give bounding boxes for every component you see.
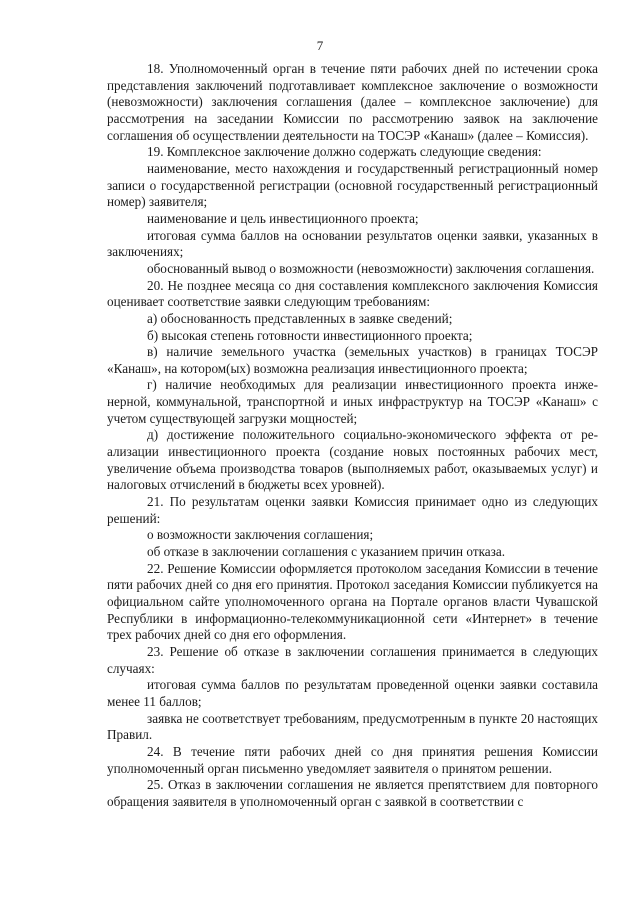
list-item: наименование, место нахождения и государственный регистрационный номер записи о государственной регистрации (основной государственный регистрационный номер) заявителя; [107,160,598,210]
list-item: итоговая сумма баллов по результатам проведенной оценки заявки составила менее 11 баллов; [107,677,598,709]
list-item: обоснованный вывод о возможности (невозможности) заключения соглашения. [147,260,595,276]
list-item: итоговая сумма баллов на основании результатов оценки заявки, указанных в заключениях; [107,227,598,260]
list-item: об отказе в заключении соглашения с указанием причин отказа. [147,544,506,560]
paragraph-20: 20. Не позднее месяца со дня составления комплексного заключения Комиссия оценивает соответствие заявки следующим требованиям: [107,277,598,310]
paragraph-24: 24. В течение пяти рабочих дней со дня принятия решения Комиссии уполномоченный орган письменно уведомляет заявителя о принятом решении. [107,743,598,776]
paragraph-22: 22. Решение Комиссии оформляется протоколом заседания Комиссии в течение пяти рабочих дней со дня его принятия. Протокол заседания Комиссии публикуется на официальном сайте уполномоченного органа на Портале органов власти Чувашской Республики в информационно-телекоммуникационной сети «Интернет» в течение трех рабочих дней со дня его оформления. [107,560,598,643]
list-item: д) достижение положительного социально-экономического эффекта от реализации инвестиционного проекта (создание новых постоянных рабочих мест, увеличение объема производства товаров (выполняемых работ, оказываемых услуг) и налоговых отчислений в бюджеты всех уровней). [107,427,598,493]
document-body [107,61,598,811]
list-item: б) высокая степень готовности инвестиционного проекта; [147,327,473,343]
list-item: заявка не соответствует требованиям, предусмотренным в пункте 20 настоящих Правил. [107,710,598,743]
paragraph-21: 21. По результатам оценки заявки Комиссия принимает одно из следующих решений: [107,494,598,526]
list-item: г) наличие необходимых для реализации инвестиционного проекта инженерной, коммунальной, транспортной и иных инфраструктур на ТОСЭР «Канаш» с учетом существующей загрузки мощностей; [107,377,598,426]
paragraph-25: 25. Отказ в заключении соглашения не является препятствием для повторного обращения заявителя в уполномоченный орган с заявкой в соответствии с [107,777,598,809]
paragraph-23: 23. Решение об отказе в заключении соглашения принимается в следующих случаях: [107,643,598,676]
list-item: о возможности заключения соглашения; [147,527,374,543]
list-item: наименование и цель инвестиционного проекта; [147,210,419,226]
paragraph-18: 18. Уполномоченный орган в течение пяти рабочих дней по истечении срока представления заключений подготавливает комплексное заключение о возможности (невозможности) заключения соглашения (далее – комплексное заключение) для рассмотрения на заседании Комиссии по рассмотрению заявок на заключение соглашения об осуществлении деятельности на ТОСЭР «Канаш» (далее – Комиссия). [107,61,598,143]
paragraph-19: 19. Комплексное заключение должно содержать следующие сведения: [147,144,542,160]
page-number: 7 [316,38,324,53]
list-item: а) обоснованность представленных в заявке сведений; [147,310,453,326]
list-item: в) наличие земельного участка (земельных участков) в границах ТОСЭР «Канаш», на котором(ых) возможна реализация инвестиционного проекта; [107,344,598,376]
